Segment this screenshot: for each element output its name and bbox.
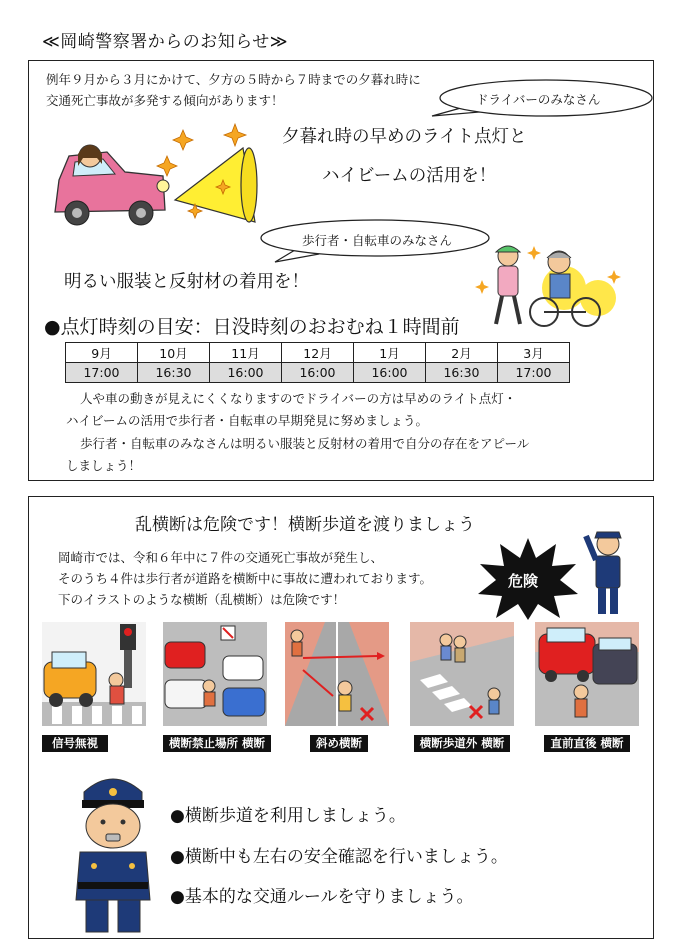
- pedestrian-advice-line-1: 歩行者・自転車のみなさんは明るい服装と反射材の着用で自分の存在をアピール: [80, 436, 530, 451]
- scene-diagonal-crossing: [285, 622, 389, 726]
- saluting-officer-illustration: [582, 528, 636, 618]
- lighting-time-table: [65, 342, 570, 383]
- scene-outside-crosswalk: [410, 622, 514, 726]
- month-cell: 12月: [282, 343, 354, 363]
- time-cell: 16:00: [282, 363, 354, 383]
- month-cell: 1月: [354, 343, 426, 363]
- time-cell: 16:30: [426, 363, 498, 383]
- accident-line-1: 岡崎市では、令和６年中に７件の交通死亡事故が発生し、: [58, 550, 384, 565]
- scene-no-crossing-zone: [163, 622, 267, 726]
- caption-no-crossing-zone: 横断禁止場所 横断: [163, 735, 271, 752]
- rule-bullet-2: ●横断中も左右の安全確認を行いましょう。: [170, 847, 508, 867]
- time-cell: 16:00: [354, 363, 426, 383]
- lighting-guide-heading: ●点灯時刻の目安：日没時刻のおおむね１時間前: [44, 316, 460, 338]
- scene-signal-ignore: [42, 622, 146, 726]
- accident-line-2: そのうち４件は歩行者が道路を横断中に事故に遭われております。: [58, 571, 433, 586]
- danger-badge-text: 危険: [508, 572, 539, 590]
- pedestrian-bubble-text: 歩行者・自転車のみなさん: [302, 233, 453, 248]
- time-cell: 17:00: [66, 363, 138, 383]
- month-cell: 11月: [210, 343, 282, 363]
- light-message-line-1: 夕暮れ時の早めのライト点灯と: [282, 127, 527, 147]
- time-cell: 17:00: [498, 363, 570, 383]
- car-headlight-illustration: [45, 118, 265, 230]
- scene-before-after-vehicle: [535, 622, 639, 726]
- time-cell: 16:30: [138, 363, 210, 383]
- time-row: [66, 363, 570, 383]
- month-cell: 3月: [498, 343, 570, 363]
- driver-bubble-text: ドライバーのみなさん: [476, 92, 601, 107]
- driver-advice-line-2: ハイビームの活用で歩行者・自転車の早期発見に努めましょう。: [66, 413, 429, 428]
- caption-diagonal-crossing: 斜め横断: [310, 735, 368, 752]
- intro-line-2: 交通死亡事故が多発する傾向があります！: [46, 93, 284, 108]
- page-title: ≪岡崎警察署からのお知らせ≫: [42, 32, 289, 52]
- reflector-pedestrians-illustration: [474, 240, 624, 334]
- light-message-line-2: ハイビームの活用を！: [322, 166, 497, 186]
- whistle-officer-illustration: [70, 770, 156, 934]
- rule-bullet-3: ●基本的な交通ルールを守りましょう。: [170, 887, 474, 907]
- month-cell: 10月: [138, 343, 210, 363]
- intro-line-1: 例年９月から３月にかけて、夕方の５時から７時までの夕暮れ時に: [46, 72, 421, 87]
- accident-line-3: 下のイラストのような横断（乱横断）は危険です！: [58, 592, 346, 607]
- jaywalking-heading: 乱横断は危険です！横断歩道を渡りましょう: [135, 515, 475, 535]
- driver-advice-line-1: 人や車の動きが見えにくくなりますのでドライバーの方は早めのライト点灯・: [80, 391, 517, 406]
- caption-signal-ignore: 信号無視: [42, 735, 108, 752]
- time-cell: 16:00: [210, 363, 282, 383]
- month-row: [66, 343, 570, 363]
- pedestrian-advice-line-2: しましょう！: [66, 458, 142, 473]
- caption-before-after-vehicle: 直前直後 横断: [544, 735, 630, 752]
- month-cell: 9月: [66, 343, 138, 363]
- caption-outside-crosswalk: 横断歩道外 横断: [414, 735, 510, 752]
- clothing-message: 明るい服装と反射材の着用を！: [64, 272, 309, 292]
- rule-bullet-1: ●横断歩道を利用しましょう。: [170, 806, 406, 826]
- month-cell: 2月: [426, 343, 498, 363]
